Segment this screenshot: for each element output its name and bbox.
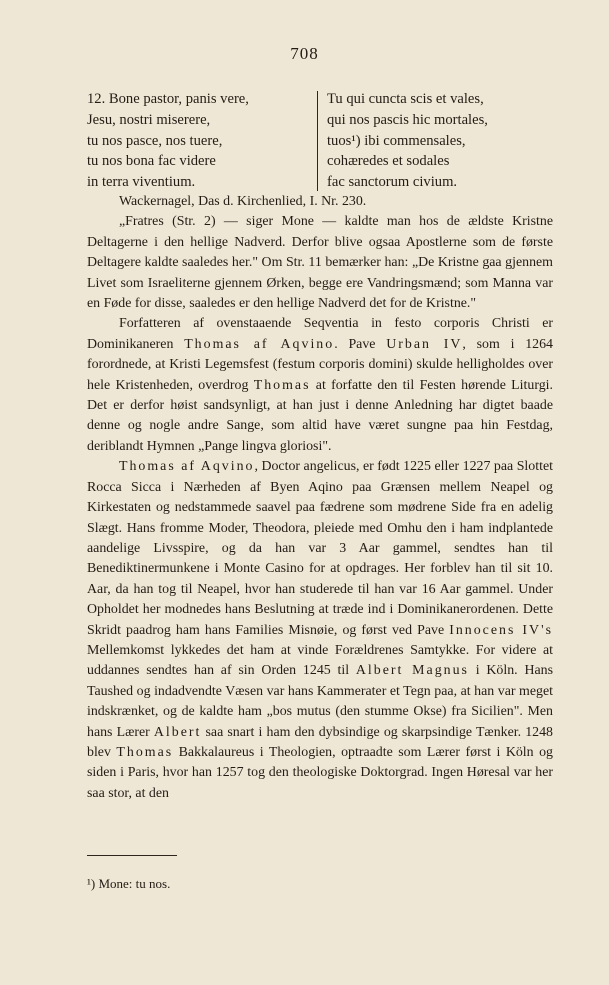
name-thomas: Thomas	[116, 744, 174, 760]
body-text	[87, 192, 553, 804]
verse-left-column	[87, 89, 317, 193]
footnote: ¹) Mone: tu nos.	[87, 876, 171, 891]
verse-line: Tu qui cuncta scis et vales,	[327, 91, 484, 107]
verse-divider	[317, 91, 318, 191]
paragraph-author: Forfatteren af ovenstaaende Seqventia in festo corporis Christi er Dominikaneren Thomas af Aqvino. Pave Urban IV, som i 1264 forordnede, at Kristi Legemsfest (festum corporis domini) skulde helligholdes over hele Kristenheden, overdrog Thomas at forfatte den til Festen hørende Liturgi. Det er derfor høist sandsynligt, at han just i denne Anledning har digtet baade denne og nogle andre Sange, som altid have været sungne paa hin Festdag, deriblandt Hymnen „Pange lingva gloriosi".	[87, 316, 553, 454]
verse-line: 12. Bone pastor, panis vere,	[87, 91, 249, 107]
verse-line: in terra viventium.	[87, 174, 196, 191]
name-albert: Albert	[153, 724, 202, 740]
verse-line: cohæredes et sodales	[327, 153, 450, 170]
paragraph-biography: Thomas af Aqvino, Doctor angelicus, er født 1225 eller 1227 paa Slottet Rocca Sicca i Nærheden af Byen Aqino paa Grænsen mellem Neapel og Kirkestaten og nedstammede saavel paa fædrene som mødrene Side fra en adelig Slægt. Hans fromme Moder, Theodora, pleiede med Omhu den i ham indplantede aandelige Livsspire, og da han var 3 Aar gammel, sendtes han til Benediktinermunkene i Monte Casino for at opdrages. Her forblev han til sit 10. Aar, da han tog til Neapel, hvor han studerede til han var 16 Aar gammel. Under Opholdet her modnedes hans Beslutning at træde ind i Dominikanerordenen. Dette Skridt paadrog ham hans Families Misnøie, og først ved Pave Innocens IV's Mellemkomst lykkedes det ham at vinde Forældrenes Samtykke. For videre at uddannes sendtes han af sin Orden 1245 til Albert Magnus i Köln. Hans Taushed og indadvendte Væsen var hans Kammerater et Tegn paa, at han var meget indskrænket, og de kaldte ham „bos mutus (den stumme Okse) fra Sicilien". Men hans Lærer Albert saa snart i ham den dybsindige og skarpsindige Tænker. 1248 blev Thomas Bakkalaureus i Theologien, optraadte som Lærer først i Köln og siden i Paris, hvor han 1257 tog den theologiske Doktorgrad. Ingen Høresal var her saa stor, at den	[87, 459, 553, 801]
page-number: 708	[290, 44, 319, 63]
name-thomas: Thomas	[253, 377, 311, 393]
name-thomas: Thomas af Aqvino	[119, 459, 255, 475]
verse-line: tu nos bona fac videre	[87, 153, 216, 170]
verse-line: qui nos pascis hic mortales,	[327, 111, 488, 128]
verse-line: Jesu, nostri miserere,	[87, 111, 211, 128]
verse-right-column	[327, 89, 549, 193]
citation: Wackernagel, Das d. Kirchenlied, I. Nr. 230.	[119, 194, 367, 209]
name-urban: Urban IV	[386, 336, 463, 352]
paragraph-mone: „Fratres (Str. 2) — siger Mone — kaldte man hos de ældste Kristne Deltagerne i den hellige Nadverd. Derfor blive ogsaa Apostlerne som de første Deltagere kaldte saaledes her." Om Str. 11 bemærker han: „De Kristne gaa gjennem Livet som Israeliterne gjennem Ørken, begge ere Vandringsmænd; som Manna var en Føde for disse, saaledes er den hellige Nadverd det for de Kristne."	[87, 214, 553, 312]
verse-line: tu nos pasce, nos tuere,	[87, 132, 223, 149]
name-innocens: Innocens IV's	[449, 622, 553, 638]
footnote-rule	[87, 855, 177, 856]
verse-line: fac sanctorum civium.	[327, 174, 458, 191]
name-albert-magnus: Albert Magnus	[355, 663, 469, 679]
latin-verse	[87, 89, 547, 193]
name-thomas: Thomas af Aqvino	[184, 336, 335, 352]
verse-line: tuos¹) ibi commensales,	[327, 132, 466, 149]
